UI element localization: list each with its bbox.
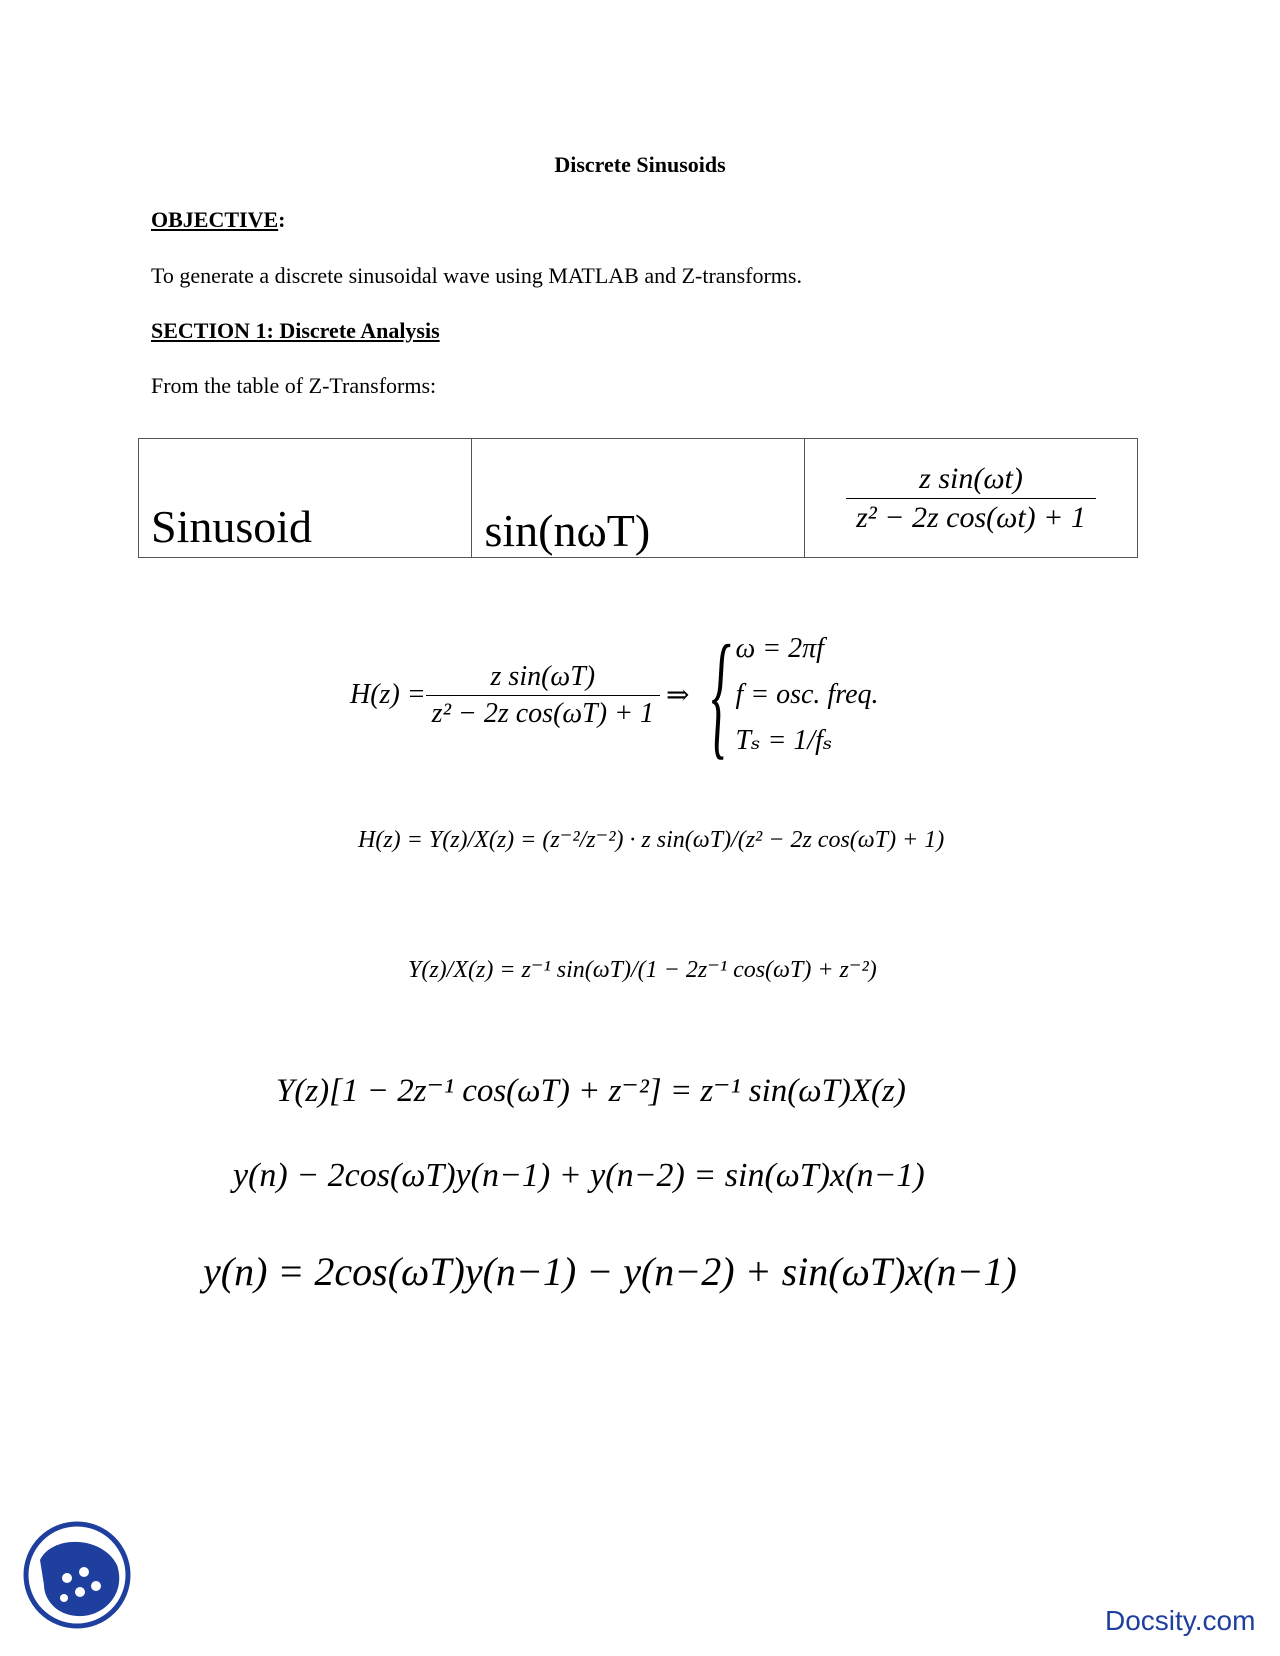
docsity-logo-icon bbox=[22, 1520, 132, 1630]
objective-text: To generate a discrete sinusoidal wave using MATLAB and Z-transforms. bbox=[151, 263, 802, 288]
page-title: Discrete Sinusoids bbox=[554, 152, 726, 177]
eq1-numerator: z sin(ωT) bbox=[490, 660, 596, 692]
left-brace-icon: { bbox=[711, 617, 732, 772]
section1-intro: From the table of Z-Transforms: bbox=[151, 373, 437, 398]
eq1-cases bbox=[735, 626, 878, 764]
signal-sequence: sin(nωT) bbox=[484, 505, 651, 556]
eq3-text: Y(z)/X(z) = z⁻¹ sin(ωT)/(1 − 2z⁻¹ cos(ωT) + z⁻²) bbox=[408, 957, 877, 983]
equation-ratio-expansion bbox=[358, 825, 944, 854]
equation-cross-multiplied: Y(z)[1 − 2z⁻¹ cos(ωT) + z⁻²] = z⁻¹ sin(ωT)X(z) bbox=[276, 1073, 906, 1109]
section1-heading bbox=[151, 318, 440, 344]
eq1-denominator: z² − 2z cos(ωT) + 1 bbox=[426, 695, 660, 730]
equation-recursive: y(n) = 2cos(ωT)y(n−1) − y(n−2) + sin(ωT)x(n−1) bbox=[203, 1249, 1017, 1294]
objective-heading-colon: : bbox=[278, 207, 286, 232]
eq1-lhs: H(z) = bbox=[350, 679, 426, 710]
transform-numerator: z sin(ωt) bbox=[919, 461, 1023, 495]
case-frequency: f = osc. freq. bbox=[735, 679, 879, 710]
transform-denominator: z² − 2z cos(ωt) + 1 bbox=[846, 498, 1096, 535]
transform-fraction bbox=[846, 462, 1096, 535]
equation-transfer-function bbox=[350, 617, 879, 772]
table-cell-transform bbox=[804, 439, 1137, 558]
eq2-text: H(z) = Y(z)/X(z) = (z⁻²/z⁻²) · z sin(ωT)/(z² − 2z cos(ωT) + 1) bbox=[358, 827, 945, 853]
case-sampling: Tₛ = 1/fₛ bbox=[735, 725, 833, 756]
docsity-brand-link[interactable]: Docsity.com bbox=[1105, 1605, 1256, 1636]
z-transform-table bbox=[138, 438, 1138, 558]
table-row bbox=[139, 439, 1138, 558]
table-cell-name bbox=[139, 439, 472, 558]
section1-heading-label: SECTION 1: Discrete Analysis bbox=[151, 318, 440, 343]
signal-name: Sinusoid bbox=[151, 501, 313, 552]
eq1-fraction bbox=[426, 661, 660, 730]
objective-heading bbox=[151, 207, 285, 233]
objective-heading-label: OBJECTIVE bbox=[151, 207, 279, 232]
implies-symbol: ⇒ bbox=[665, 680, 690, 711]
case-omega: ω = 2πf bbox=[735, 633, 824, 664]
equation-difference: y(n) − 2cos(ωT)y(n−1) + y(n−2) = sin(ωT)x(n−1) bbox=[233, 1157, 925, 1194]
table-cell-sequence bbox=[472, 439, 805, 558]
equation-ratio-simplified bbox=[408, 955, 877, 984]
